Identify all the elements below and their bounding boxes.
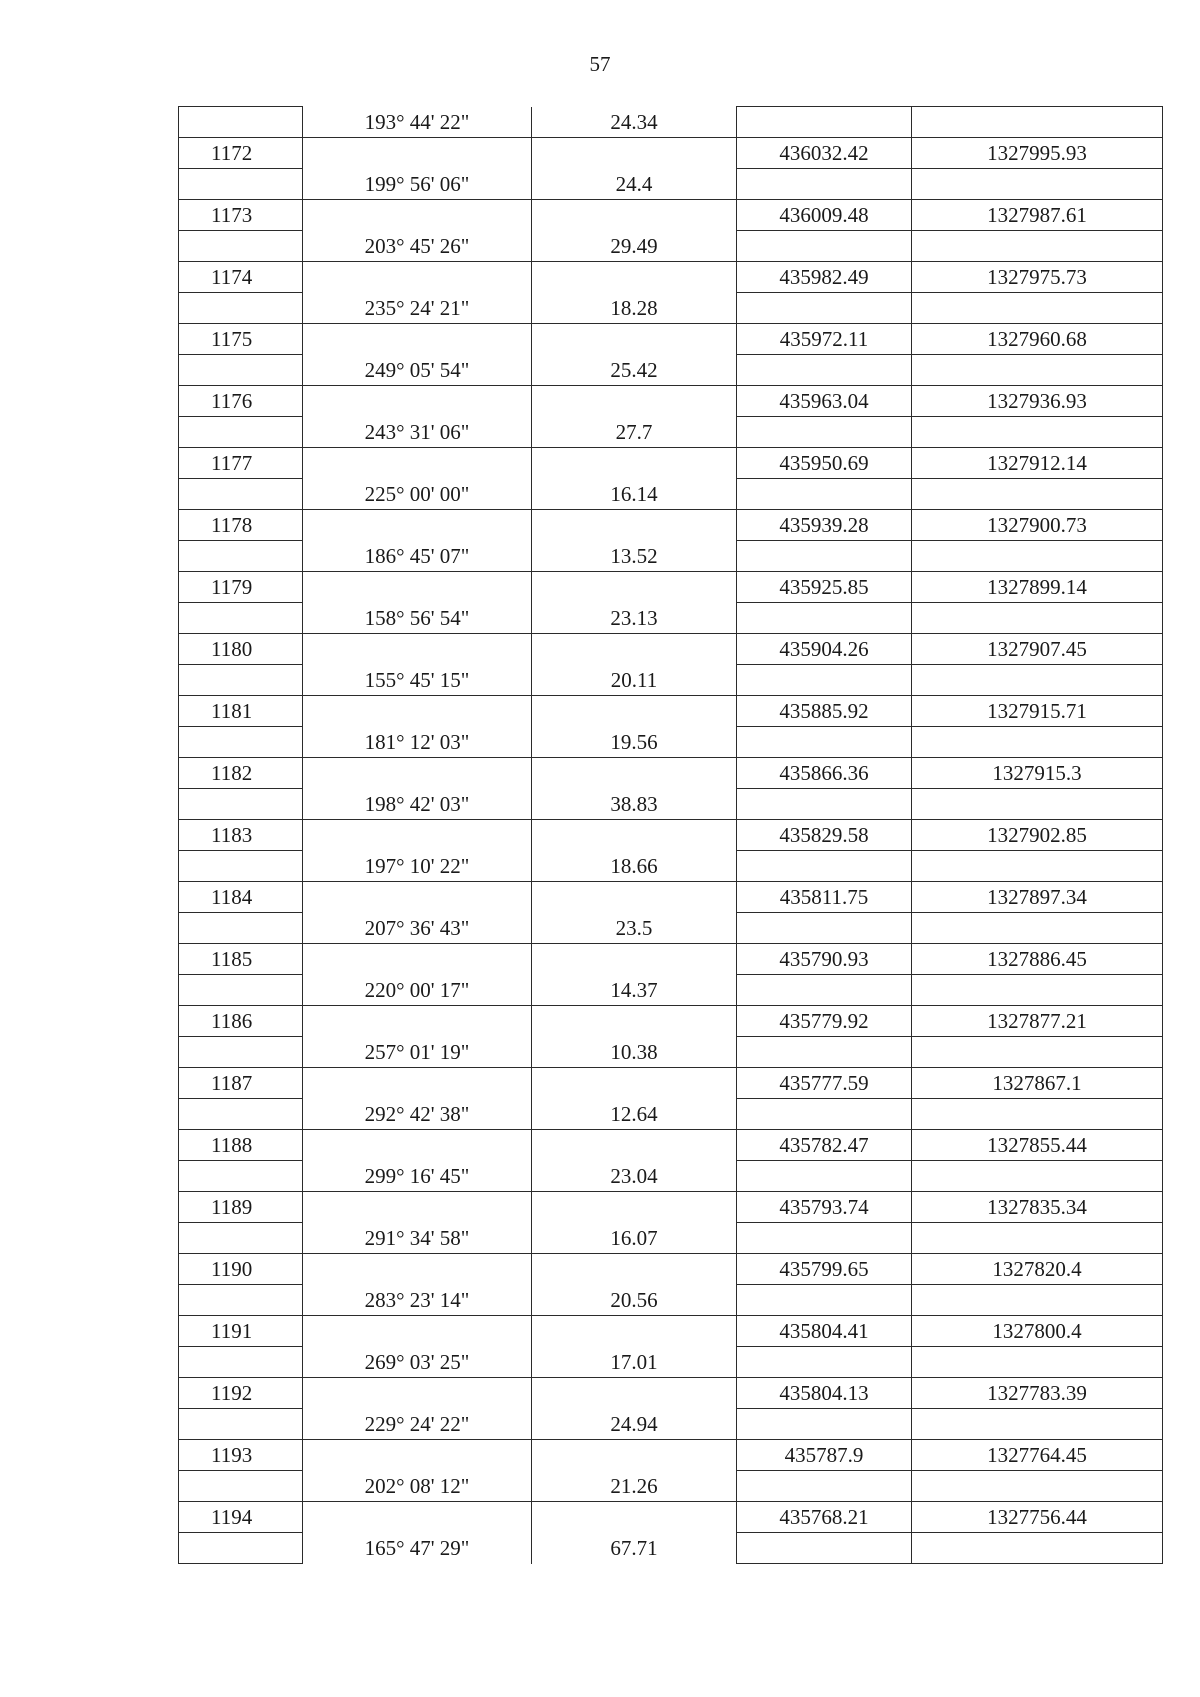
easting-cell: 435799.65 (737, 1254, 912, 1285)
traverse-leg-row (179, 479, 1163, 510)
easting-cell: 435904.26 (737, 634, 912, 665)
northing-cell (912, 1347, 1163, 1378)
station-cell (179, 975, 303, 1006)
traverse-leg-row (179, 417, 1163, 448)
bearing-cell (303, 1068, 532, 1099)
station-cell: 1179 (179, 572, 303, 603)
northing-cell: 1327907.45 (912, 634, 1163, 665)
bearing-cell: 202° 08' 12" (303, 1471, 532, 1502)
easting-cell (737, 789, 912, 820)
distance-cell: 67.71 (532, 1533, 737, 1564)
distance-cell: 13.52 (532, 541, 737, 572)
station-cell (179, 541, 303, 572)
station-cell: 1180 (179, 634, 303, 665)
distance-cell (532, 1006, 737, 1037)
northing-cell (912, 603, 1163, 634)
northing-cell (912, 107, 1163, 138)
northing-cell: 1327800.4 (912, 1316, 1163, 1347)
station-cell (179, 1161, 303, 1192)
easting-cell (737, 169, 912, 200)
station-row (179, 324, 1163, 355)
easting-cell (737, 231, 912, 262)
northing-cell: 1327867.1 (912, 1068, 1163, 1099)
station-row (179, 1502, 1163, 1533)
bearing-cell (303, 1378, 532, 1409)
traverse-leg-row (179, 1037, 1163, 1068)
station-cell: 1188 (179, 1130, 303, 1161)
bearing-cell: 243° 31' 06" (303, 417, 532, 448)
distance-cell: 23.13 (532, 603, 737, 634)
easting-cell (737, 1347, 912, 1378)
distance-cell (532, 944, 737, 975)
northing-cell (912, 1409, 1163, 1440)
distance-cell: 16.14 (532, 479, 737, 510)
traverse-leg-row (179, 1223, 1163, 1254)
bearing-cell (303, 1440, 532, 1471)
distance-cell (532, 758, 737, 789)
easting-cell: 435811.75 (737, 882, 912, 913)
traverse-leg-row (179, 851, 1163, 882)
station-cell: 1183 (179, 820, 303, 851)
station-row (179, 200, 1163, 231)
distance-cell: 20.56 (532, 1285, 737, 1316)
northing-cell: 1327899.14 (912, 572, 1163, 603)
traverse-leg-row (179, 603, 1163, 634)
bearing-cell (303, 1254, 532, 1285)
easting-cell: 435829.58 (737, 820, 912, 851)
northing-cell: 1327960.68 (912, 324, 1163, 355)
northing-cell (912, 1037, 1163, 1068)
northing-cell (912, 1533, 1163, 1564)
easting-cell (737, 107, 912, 138)
easting-cell: 435777.59 (737, 1068, 912, 1099)
bearing-cell: 158° 56' 54" (303, 603, 532, 634)
station-cell (179, 417, 303, 448)
station-row (179, 634, 1163, 665)
northing-cell (912, 1099, 1163, 1130)
station-row (179, 1068, 1163, 1099)
distance-cell (532, 1502, 737, 1533)
distance-cell (532, 138, 737, 169)
distance-cell (532, 510, 737, 541)
distance-cell: 24.34 (532, 107, 737, 138)
distance-cell: 25.42 (532, 355, 737, 386)
distance-cell: 18.66 (532, 851, 737, 882)
station-cell (179, 1471, 303, 1502)
easting-cell (737, 417, 912, 448)
bearing-cell: 165° 47' 29" (303, 1533, 532, 1564)
northing-cell: 1327820.4 (912, 1254, 1163, 1285)
bearing-cell (303, 200, 532, 231)
bearing-cell: 283° 23' 14" (303, 1285, 532, 1316)
station-row (179, 572, 1163, 603)
station-cell: 1178 (179, 510, 303, 541)
traverse-leg-row (179, 1161, 1163, 1192)
distance-cell (532, 1130, 737, 1161)
station-row (179, 944, 1163, 975)
easting-cell: 435972.11 (737, 324, 912, 355)
station-cell: 1191 (179, 1316, 303, 1347)
station-cell: 1194 (179, 1502, 303, 1533)
northing-cell: 1327975.73 (912, 262, 1163, 293)
distance-cell: 16.07 (532, 1223, 737, 1254)
station-row (179, 1006, 1163, 1037)
easting-cell: 435804.13 (737, 1378, 912, 1409)
bearing-cell: 225° 00' 00" (303, 479, 532, 510)
northing-cell (912, 541, 1163, 572)
distance-cell: 12.64 (532, 1099, 737, 1130)
page-number: 57 (589, 52, 611, 76)
easting-cell (737, 541, 912, 572)
easting-cell: 435779.92 (737, 1006, 912, 1037)
northing-cell (912, 665, 1163, 696)
bearing-cell (303, 1130, 532, 1161)
distance-cell (532, 572, 737, 603)
easting-cell (737, 975, 912, 1006)
bearing-cell (303, 696, 532, 727)
distance-cell (532, 262, 737, 293)
easting-cell (737, 1471, 912, 1502)
bearing-cell (303, 1006, 532, 1037)
northing-cell: 1327900.73 (912, 510, 1163, 541)
easting-cell (737, 355, 912, 386)
bearing-cell (303, 1192, 532, 1223)
distance-cell: 23.5 (532, 913, 737, 944)
traverse-leg-row (179, 665, 1163, 696)
bearing-cell (303, 1502, 532, 1533)
station-cell: 1182 (179, 758, 303, 789)
distance-cell: 24.94 (532, 1409, 737, 1440)
distance-cell (532, 1254, 737, 1285)
traverse-leg-row (179, 231, 1163, 262)
station-cell: 1173 (179, 200, 303, 231)
survey-coordinate-table (178, 106, 1163, 1564)
station-cell (179, 851, 303, 882)
northing-cell: 1327764.45 (912, 1440, 1163, 1471)
bearing-cell: 207° 36' 43" (303, 913, 532, 944)
distance-cell (532, 448, 737, 479)
station-cell: 1189 (179, 1192, 303, 1223)
bearing-cell: 198° 42' 03" (303, 789, 532, 820)
bearing-cell: 155° 45' 15" (303, 665, 532, 696)
northing-cell (912, 1471, 1163, 1502)
distance-cell: 19.56 (532, 727, 737, 758)
northing-cell: 1327897.34 (912, 882, 1163, 913)
northing-cell: 1327756.44 (912, 1502, 1163, 1533)
bearing-cell: 193° 44' 22" (303, 107, 532, 138)
traverse-leg-row (179, 727, 1163, 758)
distance-cell: 10.38 (532, 1037, 737, 1068)
station-cell (179, 727, 303, 758)
distance-cell (532, 1440, 737, 1471)
northing-cell (912, 727, 1163, 758)
survey-table-body (179, 107, 1163, 1564)
northing-cell: 1327835.34 (912, 1192, 1163, 1223)
bearing-cell (303, 758, 532, 789)
station-cell: 1186 (179, 1006, 303, 1037)
station-row (179, 448, 1163, 479)
northing-cell (912, 479, 1163, 510)
easting-cell (737, 603, 912, 634)
distance-cell (532, 1316, 737, 1347)
bearing-cell (303, 510, 532, 541)
bearing-cell: 181° 12' 03" (303, 727, 532, 758)
bearing-cell (303, 324, 532, 355)
easting-cell (737, 727, 912, 758)
station-cell (179, 1347, 303, 1378)
bearing-cell: 229° 24' 22" (303, 1409, 532, 1440)
easting-cell (737, 1037, 912, 1068)
bearing-cell: 291° 34' 58" (303, 1223, 532, 1254)
station-row (179, 1316, 1163, 1347)
station-cell: 1177 (179, 448, 303, 479)
northing-cell: 1327912.14 (912, 448, 1163, 479)
bearing-cell (303, 882, 532, 913)
distance-cell (532, 1378, 737, 1409)
distance-cell: 20.11 (532, 665, 737, 696)
northing-cell: 1327995.93 (912, 138, 1163, 169)
northing-cell (912, 1223, 1163, 1254)
station-row (179, 882, 1163, 913)
traverse-leg-row (179, 913, 1163, 944)
distance-cell: 17.01 (532, 1347, 737, 1378)
distance-cell: 21.26 (532, 1471, 737, 1502)
station-cell (179, 913, 303, 944)
distance-cell (532, 200, 737, 231)
bearing-cell: 299° 16' 45" (303, 1161, 532, 1192)
northing-cell: 1327915.3 (912, 758, 1163, 789)
bearing-cell: 197° 10' 22" (303, 851, 532, 882)
easting-cell: 435963.04 (737, 386, 912, 417)
easting-cell (737, 479, 912, 510)
bearing-cell: 199° 56' 06" (303, 169, 532, 200)
bearing-cell (303, 138, 532, 169)
station-cell (179, 169, 303, 200)
northing-cell: 1327877.21 (912, 1006, 1163, 1037)
northing-cell: 1327915.71 (912, 696, 1163, 727)
station-cell: 1181 (179, 696, 303, 727)
station-cell: 1184 (179, 882, 303, 913)
northing-cell (912, 169, 1163, 200)
easting-cell: 435782.47 (737, 1130, 912, 1161)
easting-cell (737, 1099, 912, 1130)
northing-cell (912, 1161, 1163, 1192)
northing-cell (912, 913, 1163, 944)
station-row (179, 820, 1163, 851)
station-row (179, 1440, 1163, 1471)
distance-cell: 23.04 (532, 1161, 737, 1192)
traverse-leg-row (179, 789, 1163, 820)
easting-cell: 435793.74 (737, 1192, 912, 1223)
distance-cell: 18.28 (532, 293, 737, 324)
station-cell (179, 1223, 303, 1254)
northing-cell (912, 355, 1163, 386)
station-cell: 1192 (179, 1378, 303, 1409)
station-cell (179, 231, 303, 262)
station-cell: 1174 (179, 262, 303, 293)
station-cell: 1176 (179, 386, 303, 417)
traverse-leg-row (179, 975, 1163, 1006)
traverse-leg-row (179, 1471, 1163, 1502)
easting-cell (737, 1285, 912, 1316)
easting-cell: 435866.36 (737, 758, 912, 789)
traverse-leg-row (179, 541, 1163, 572)
easting-cell: 435925.85 (737, 572, 912, 603)
easting-cell (737, 1409, 912, 1440)
bearing-cell: 186° 45' 07" (303, 541, 532, 572)
station-row (179, 386, 1163, 417)
easting-cell (737, 913, 912, 944)
northing-cell: 1327987.61 (912, 200, 1163, 231)
distance-cell: 29.49 (532, 231, 737, 262)
station-row (179, 696, 1163, 727)
easting-cell: 435982.49 (737, 262, 912, 293)
bearing-cell (303, 944, 532, 975)
station-cell: 1187 (179, 1068, 303, 1099)
distance-cell: 38.83 (532, 789, 737, 820)
northing-cell (912, 293, 1163, 324)
distance-cell: 14.37 (532, 975, 737, 1006)
distance-cell (532, 696, 737, 727)
station-cell (179, 603, 303, 634)
station-cell (179, 1285, 303, 1316)
station-cell (179, 789, 303, 820)
bearing-cell (303, 262, 532, 293)
northing-cell: 1327902.85 (912, 820, 1163, 851)
distance-cell (532, 634, 737, 665)
easting-cell (737, 1533, 912, 1564)
traverse-leg-row (179, 1409, 1163, 1440)
easting-cell: 435950.69 (737, 448, 912, 479)
bearing-cell: 249° 05' 54" (303, 355, 532, 386)
station-cell (179, 355, 303, 386)
station-cell (179, 1533, 303, 1564)
easting-cell (737, 1223, 912, 1254)
northing-cell: 1327936.93 (912, 386, 1163, 417)
easting-cell: 435768.21 (737, 1502, 912, 1533)
traverse-leg-row (179, 169, 1163, 200)
northing-cell: 1327783.39 (912, 1378, 1163, 1409)
traverse-leg-row (179, 293, 1163, 324)
bearing-cell: 235° 24' 21" (303, 293, 532, 324)
station-cell (179, 1037, 303, 1068)
northing-cell (912, 231, 1163, 262)
easting-cell (737, 1161, 912, 1192)
traverse-leg-row (179, 355, 1163, 386)
station-cell (179, 1099, 303, 1130)
station-cell (179, 1409, 303, 1440)
bearing-cell: 292° 42' 38" (303, 1099, 532, 1130)
northing-cell (912, 1285, 1163, 1316)
traverse-leg-row (179, 1347, 1163, 1378)
bearing-cell (303, 820, 532, 851)
station-row (179, 758, 1163, 789)
easting-cell: 436032.42 (737, 138, 912, 169)
easting-cell (737, 851, 912, 882)
distance-cell (532, 1192, 737, 1223)
station-cell: 1185 (179, 944, 303, 975)
northing-cell (912, 851, 1163, 882)
easting-cell (737, 665, 912, 696)
traverse-leg-row (179, 1533, 1163, 1564)
traverse-leg-row (179, 107, 1163, 138)
station-row (179, 1192, 1163, 1223)
bearing-cell (303, 572, 532, 603)
station-row (179, 138, 1163, 169)
station-cell (179, 107, 303, 138)
bearing-cell (303, 1316, 532, 1347)
distance-cell (532, 882, 737, 913)
bearing-cell: 269° 03' 25" (303, 1347, 532, 1378)
station-row (179, 1378, 1163, 1409)
station-cell: 1193 (179, 1440, 303, 1471)
easting-cell: 435804.41 (737, 1316, 912, 1347)
station-row (179, 1130, 1163, 1161)
easting-cell: 435885.92 (737, 696, 912, 727)
bearing-cell: 220° 00' 17" (303, 975, 532, 1006)
traverse-leg-row (179, 1285, 1163, 1316)
station-cell (179, 665, 303, 696)
distance-cell (532, 386, 737, 417)
easting-cell (737, 293, 912, 324)
station-row (179, 1254, 1163, 1285)
station-row (179, 262, 1163, 293)
northing-cell (912, 417, 1163, 448)
station-cell: 1175 (179, 324, 303, 355)
bearing-cell (303, 448, 532, 479)
distance-cell (532, 820, 737, 851)
station-cell: 1190 (179, 1254, 303, 1285)
station-cell (179, 479, 303, 510)
northing-cell: 1327886.45 (912, 944, 1163, 975)
easting-cell: 435790.93 (737, 944, 912, 975)
bearing-cell: 257° 01' 19" (303, 1037, 532, 1068)
bearing-cell (303, 386, 532, 417)
easting-cell: 435939.28 (737, 510, 912, 541)
station-cell: 1172 (179, 138, 303, 169)
bearing-cell: 203° 45' 26" (303, 231, 532, 262)
station-row (179, 510, 1163, 541)
easting-cell: 436009.48 (737, 200, 912, 231)
northing-cell: 1327855.44 (912, 1130, 1163, 1161)
easting-cell: 435787.9 (737, 1440, 912, 1471)
distance-cell: 27.7 (532, 417, 737, 448)
distance-cell: 24.4 (532, 169, 737, 200)
distance-cell (532, 1068, 737, 1099)
bearing-cell (303, 634, 532, 665)
northing-cell (912, 975, 1163, 1006)
distance-cell (532, 324, 737, 355)
northing-cell (912, 789, 1163, 820)
station-cell (179, 293, 303, 324)
traverse-leg-row (179, 1099, 1163, 1130)
